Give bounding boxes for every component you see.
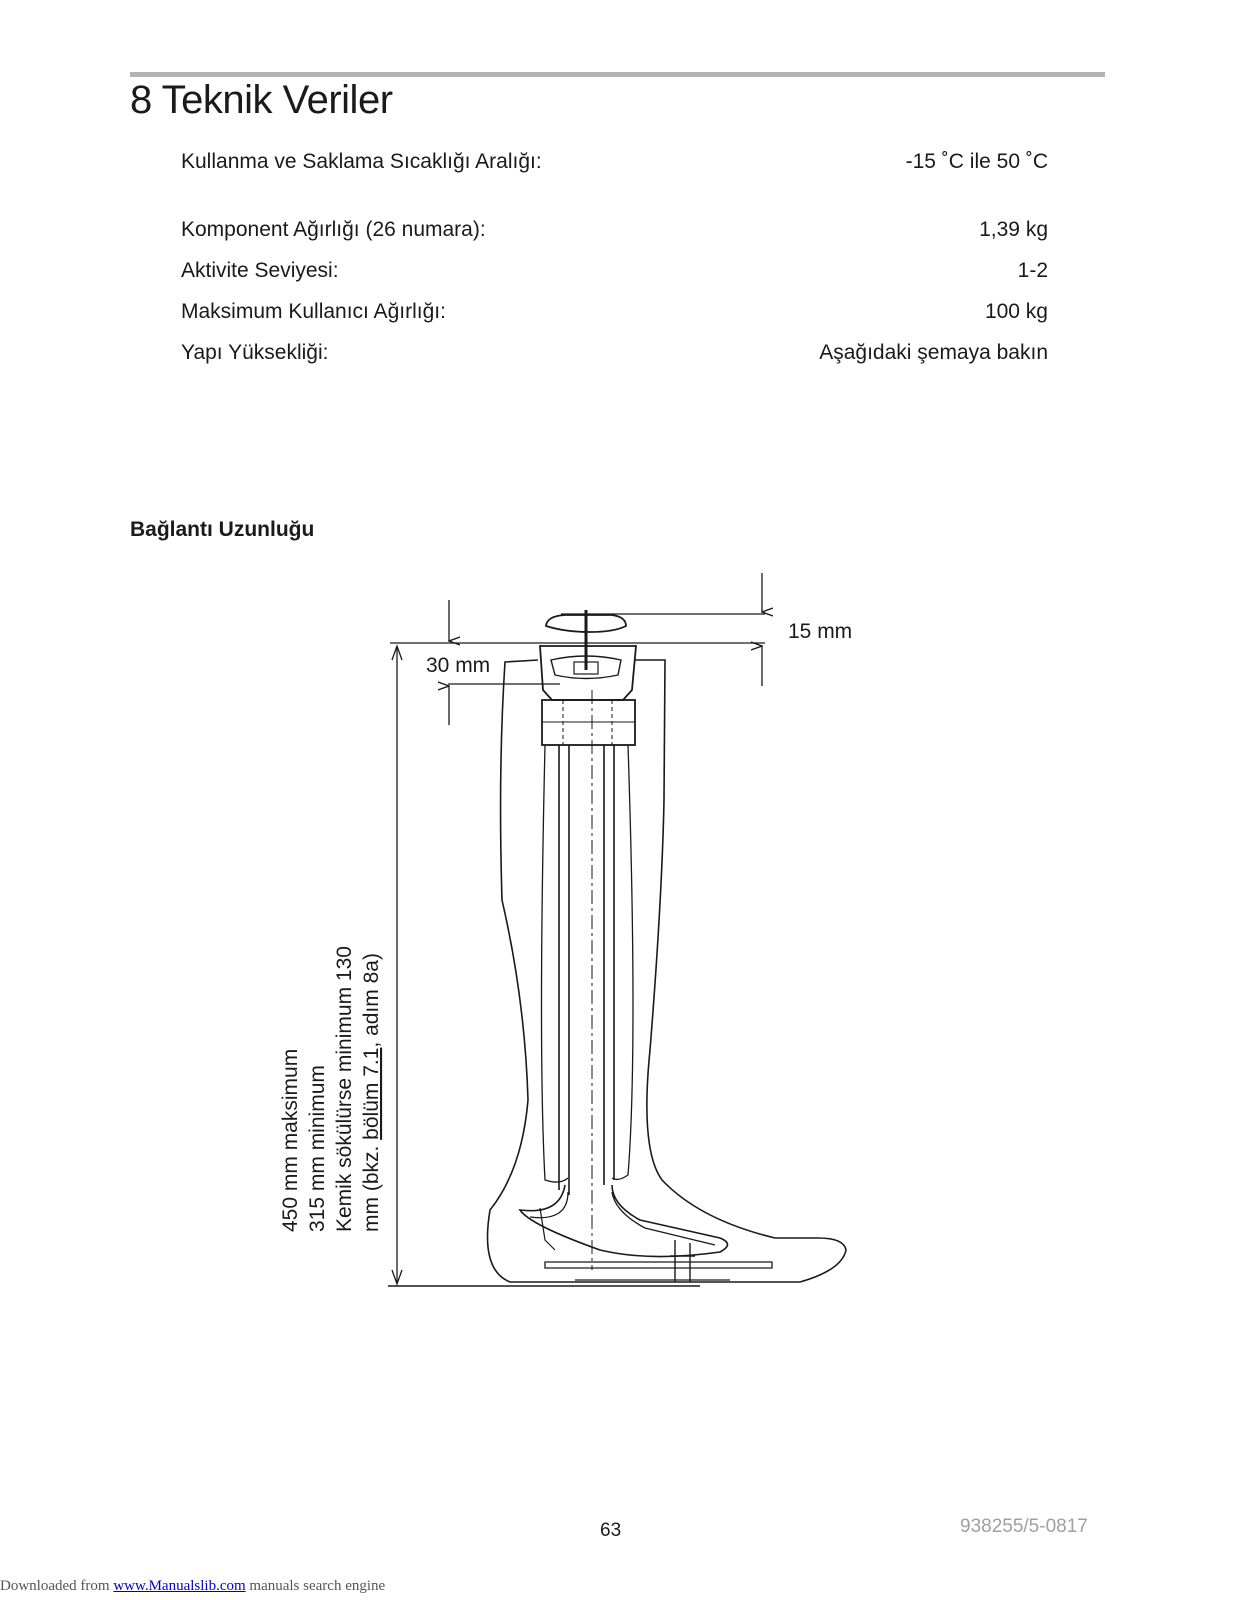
height-min-label: 315 mm minimum [306,1065,329,1232]
pylon-socket [542,745,634,1182]
tube-left [559,745,569,1195]
spec-value: -15 ˚C ile 50 ˚C [905,150,1048,173]
connection-length-heading: Bağlantı Uzunluğu [130,518,315,541]
dim-30-label: 30 mm [426,654,491,677]
download-footer [0,1578,385,1595]
tube-right [604,745,614,1185]
page-number: 63 [600,1520,622,1541]
bone-removed-note: mm (bkz. bölüm 7.1, adım 8a) [360,953,383,1232]
spec-label: Yapı Yüksekliği: [181,341,329,364]
height-max-label: 450 mm maksimum [279,1048,302,1232]
footer-suffix: manuals search engine [245,1578,386,1594]
footer-prefix: Downloaded from [0,1578,114,1594]
dim-15-label: 15 mm [788,620,853,643]
bone-removed-label: Kemik sökülürse minimum 130 [333,946,356,1232]
spec-value: 100 kg [984,300,1048,323]
spec-value: 1,39 kg [979,218,1048,241]
manualslib-link[interactable]: www.Manualslib.com [113,1578,246,1594]
spec-value: Aşağıdaki şemaya bakın [819,341,1048,364]
section-number: 8 [130,78,152,122]
keel-plate [545,1262,772,1268]
spec-label: Kullanma ve Saklama Sıcaklığı Aralığı: [181,150,542,173]
section-ref-link[interactable]: bölüm 7.1 [360,1047,383,1140]
spec-value: 1-2 [1017,259,1048,282]
spec-label: Aktivite Seviyesi: [181,259,339,282]
document-code: 938255/5-0817 [960,1516,1088,1537]
spec-label: Maksimum Kullanıcı Ağırlığı: [181,300,446,323]
section-title-text: Teknik Veriler [161,78,393,122]
spec-label: Komponent Ağırlığı (26 numara): [181,218,486,241]
